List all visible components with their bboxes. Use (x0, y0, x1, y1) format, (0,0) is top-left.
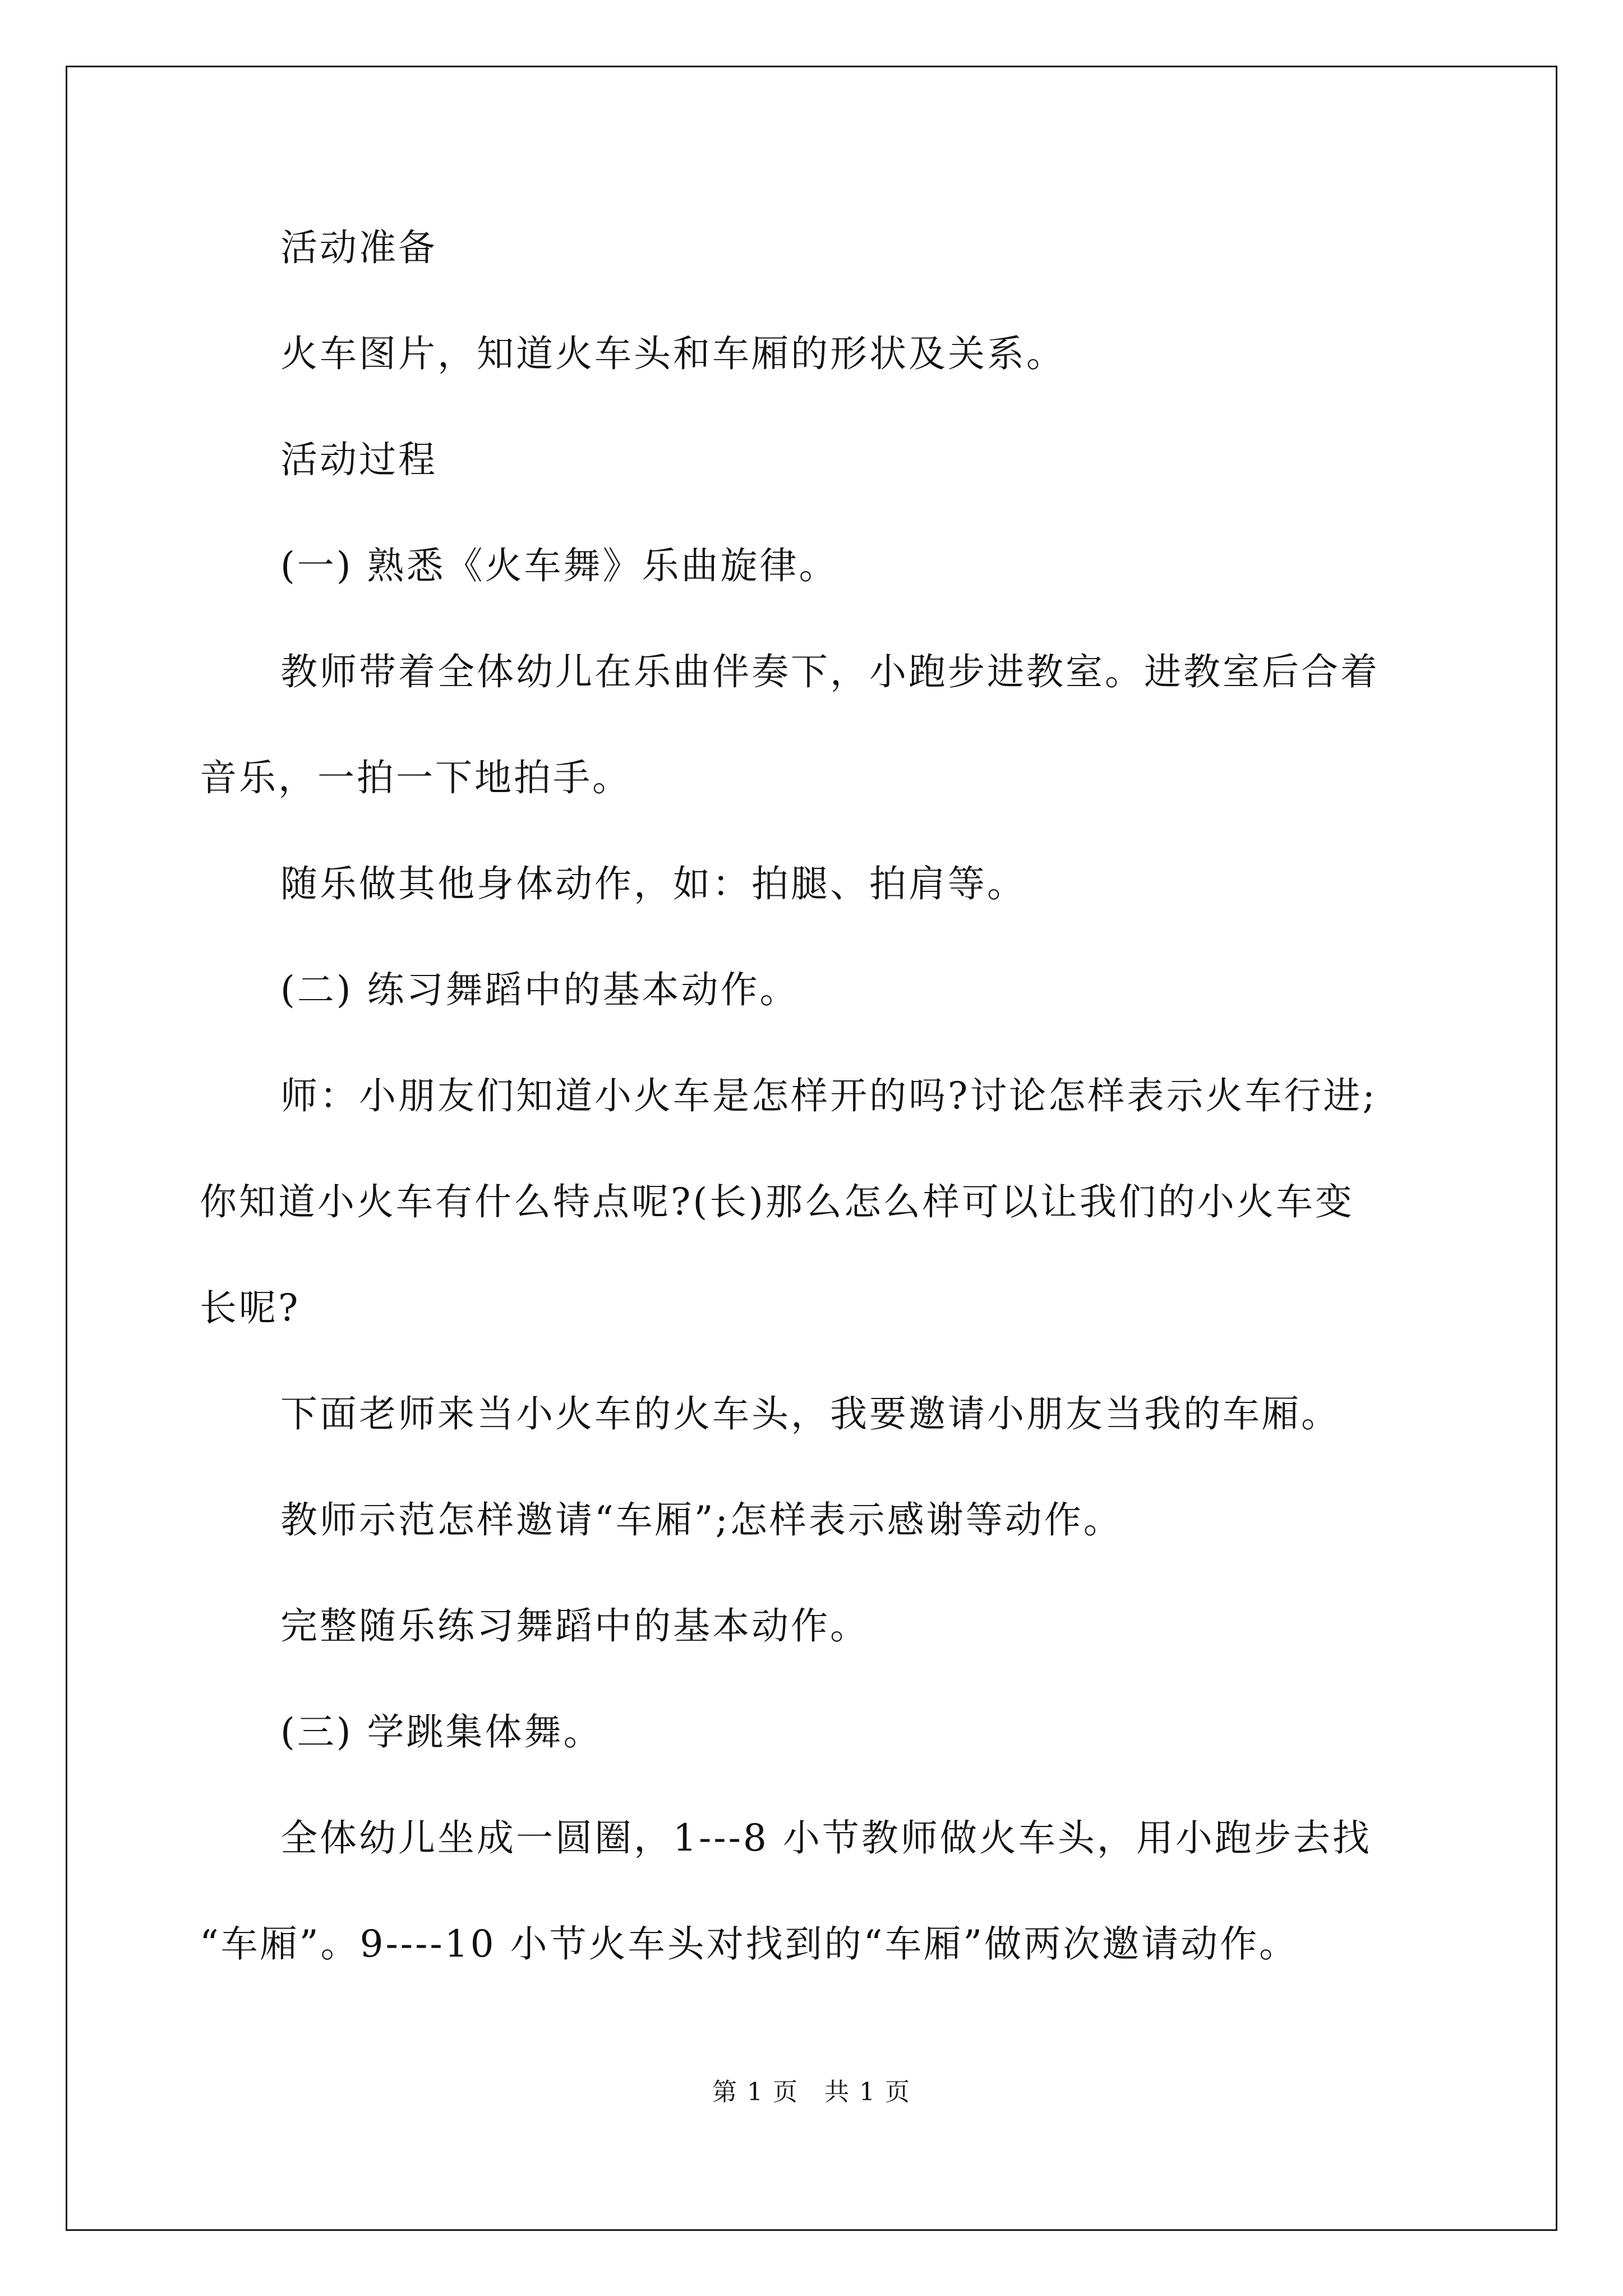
section-heading-1: (一) 熟悉《火车舞》乐曲旋律。 (280, 544, 838, 587)
paragraph-line: 随乐做其他身体动作，如：拍腿、拍肩等。 (280, 862, 1026, 905)
section-heading-3: (三) 学跳集体舞。 (280, 1710, 603, 1754)
paragraph-line: 师：小朋友们知道小火车是怎样开的吗?讨论怎样表示火车行进; (280, 1074, 1377, 1117)
paragraph-preparation-content: 火车图片，知道火车头和车厢的形状及关系。 (280, 332, 1066, 375)
page-number-footer: 第 1 页 共 1 页 (712, 2078, 911, 2106)
section-heading-2: (二) 练习舞蹈中的基本动作。 (280, 968, 799, 1011)
paragraph-line: 音乐，一拍一下地拍手。 (200, 756, 631, 799)
paragraph-line: 教师带着全体幼儿在乐曲伴奏下，小跑步进教室。进教室后合着 (280, 650, 1380, 693)
paragraph-line: 完整随乐练习舞蹈中的基本动作。 (280, 1604, 869, 1648)
paragraph-line: 你知道小火车有什么特点呢?(长)那么怎么样可以让我们的小火车变 (200, 1180, 1354, 1223)
heading-activity-process: 活动过程 (280, 438, 437, 481)
page-border (66, 66, 1557, 2231)
paragraph-line: 全体幼儿坐成一圆圈，1---8 小节教师做火车头，用小跑步去找 (280, 1816, 1372, 1860)
paragraph-line: 下面老师来当小火车的火车头，我要邀请小朋友当我的车厢。 (280, 1392, 1340, 1435)
paragraph-line: “车厢”。9----10 小节火车头对找到的“车厢”做两次邀请动作。 (200, 1922, 1299, 1966)
paragraph-line: 教师示范怎样邀请“车厢”;怎样表示感谢等动作。 (280, 1498, 1123, 1542)
paragraph-line: 长呢? (200, 1286, 301, 1329)
heading-activity-preparation: 活动准备 (280, 226, 437, 269)
